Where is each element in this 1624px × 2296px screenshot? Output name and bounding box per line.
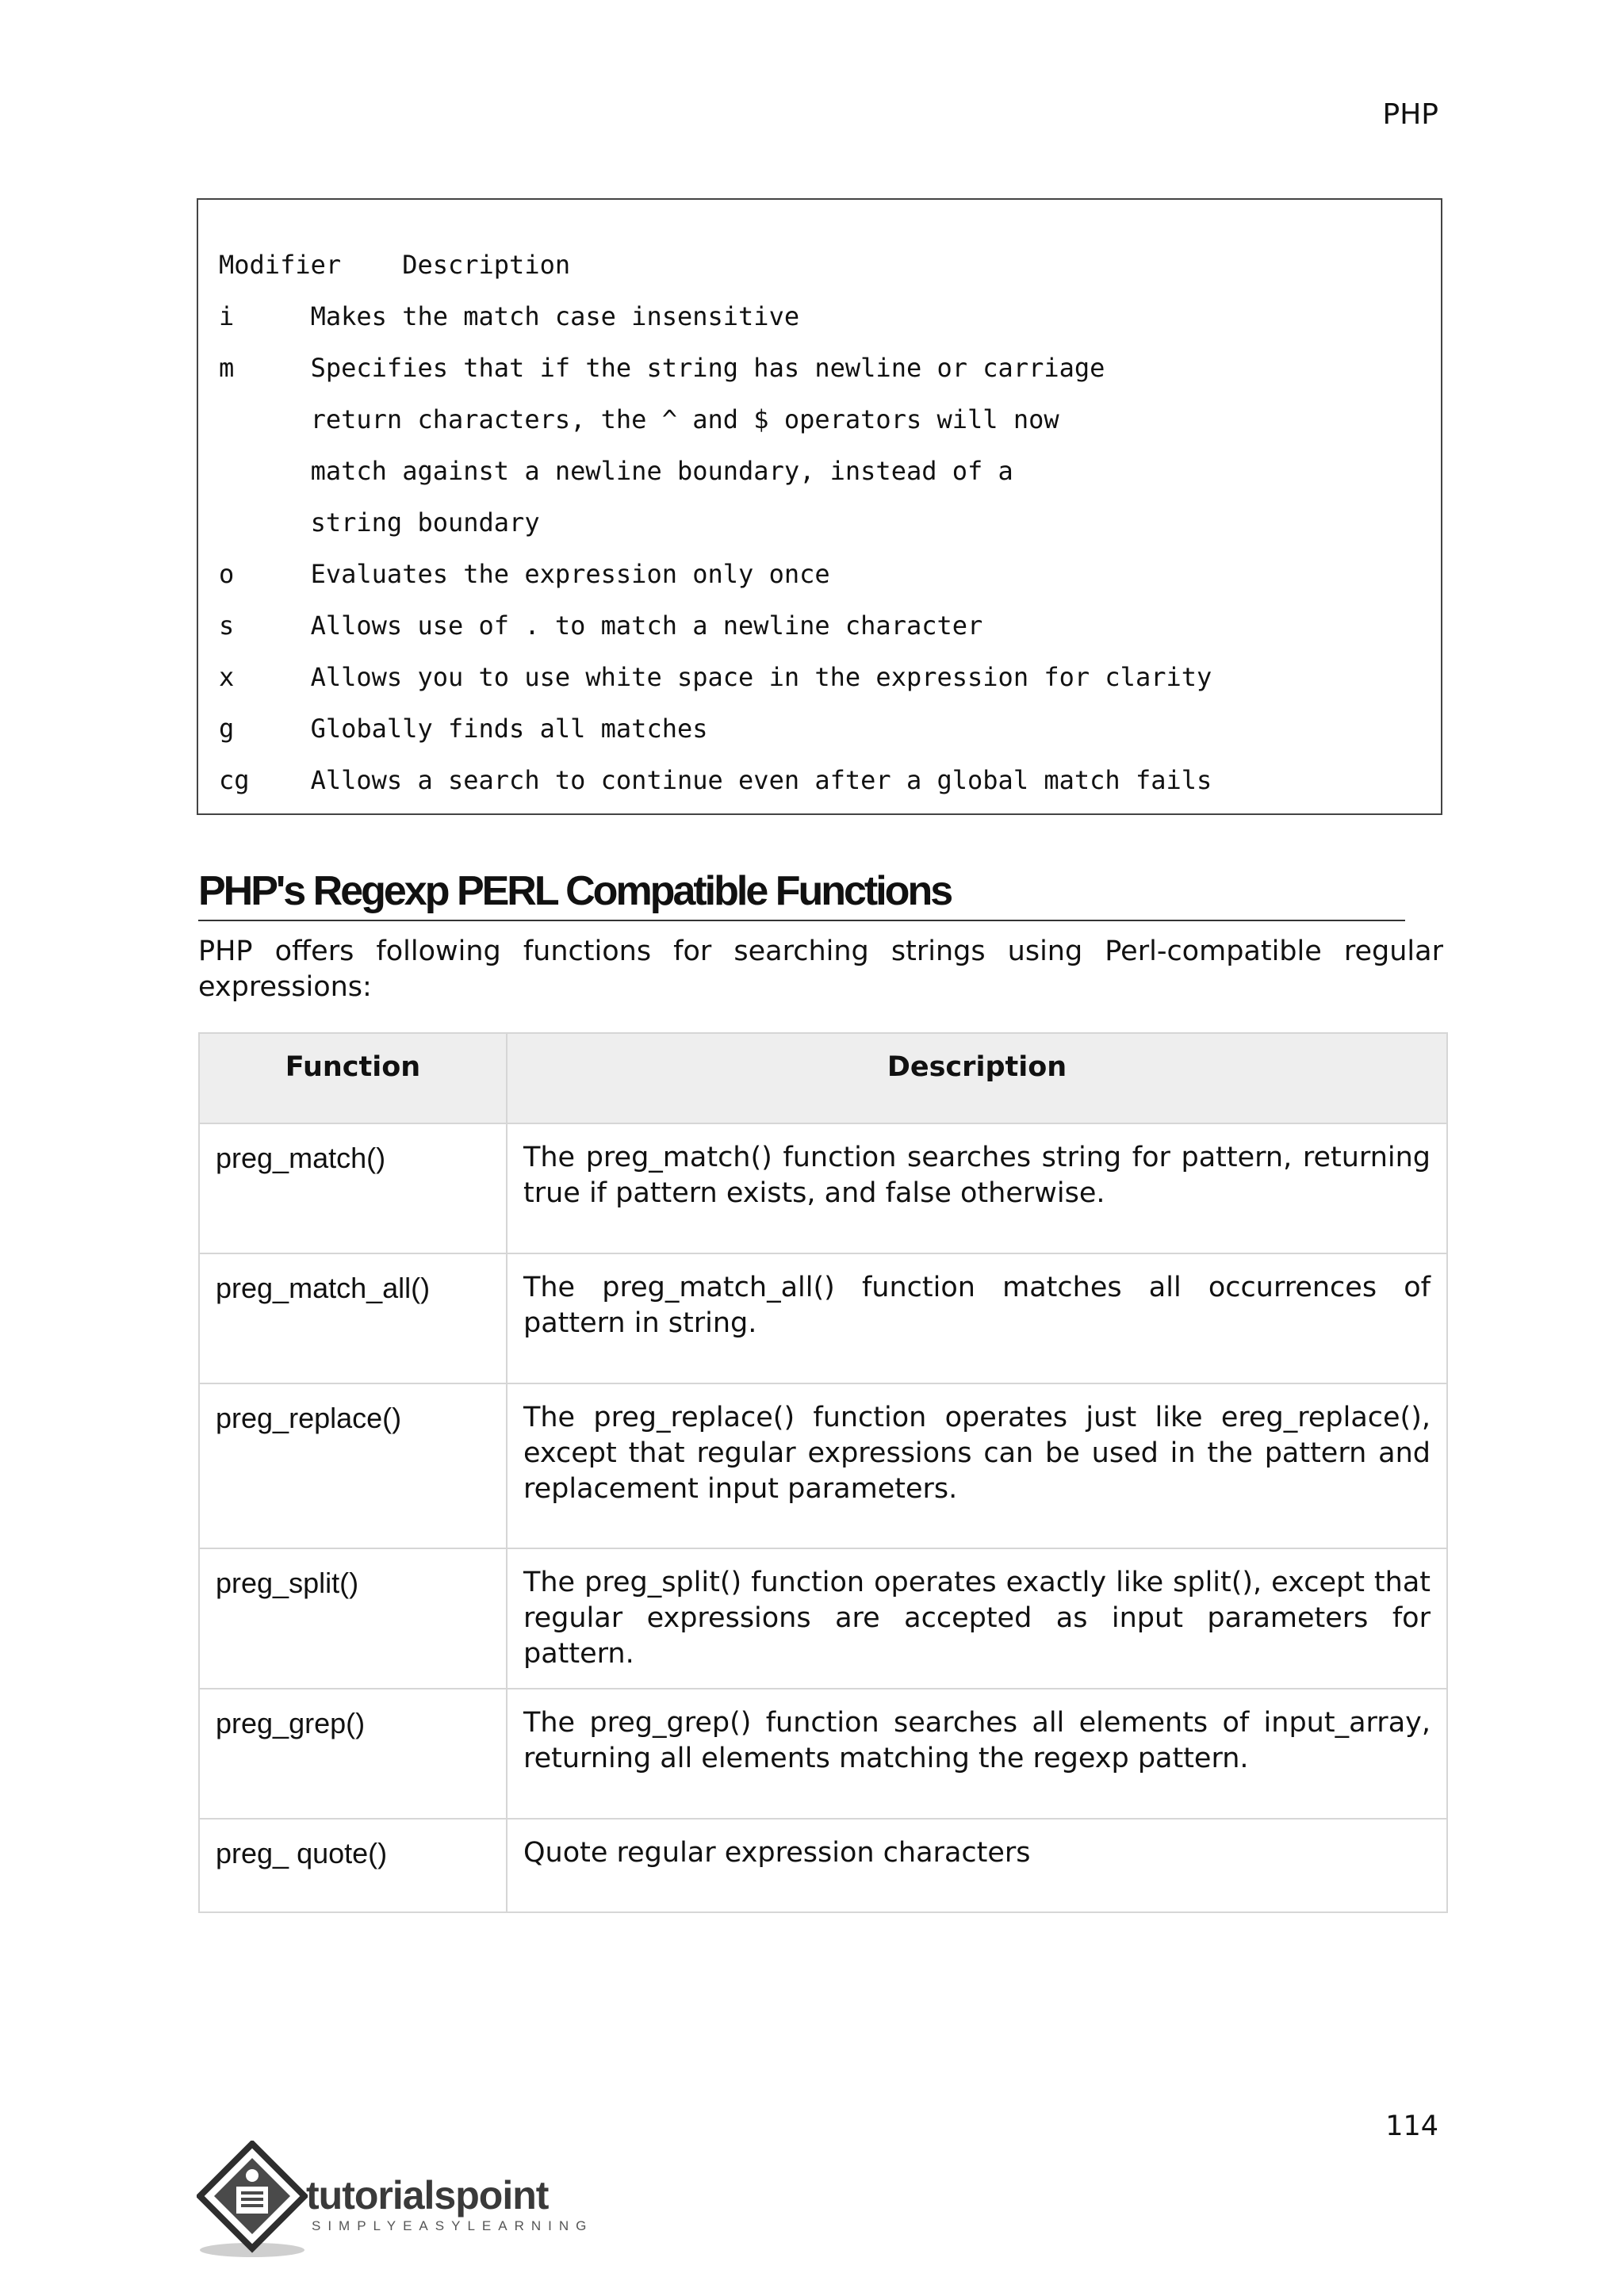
table-row (199, 1383, 1447, 1548)
function-name-cell: preg_match_all() (199, 1253, 507, 1383)
functions-table (198, 1032, 1448, 1913)
section-heading: PHP's Regexp PERL Compatible Functions (198, 866, 1405, 921)
table-row (199, 1253, 1447, 1383)
function-description-cell: The preg_match_all() function matches all occurrences of pattern in string. (507, 1253, 1447, 1383)
code-line: x Allows you to use white space in the expression for clarity (219, 662, 1212, 692)
code-line: Modifier Description (219, 250, 571, 280)
logo-tagline: SIMPLYEASYLEARNING (312, 2218, 594, 2233)
table-row (199, 1819, 1447, 1912)
code-line: m Specifies that if the string has newline or carriage (219, 353, 1105, 383)
intro-paragraph: PHP offers following functions for searching strings using Perl-compatible regular expressions: (198, 936, 1443, 1003)
table-header-row (199, 1033, 1447, 1123)
function-name-cell: preg_grep() (199, 1689, 507, 1819)
logo-wordmark: tutorialspoint (306, 2173, 549, 2218)
code-line: s Allows use of . to match a newline character (219, 610, 983, 641)
table-row (199, 1689, 1447, 1819)
code-line: g Globally finds all matches (219, 714, 708, 744)
tutorialspoint-logo (197, 2141, 609, 2260)
function-name-cell: preg_split() (199, 1548, 507, 1689)
function-description-cell: The preg_match() function searches string for pattern, returning true if pattern exists, and false otherwise. (507, 1123, 1447, 1253)
logo-diamond-icon (197, 2141, 308, 2260)
code-line: match against a newline boundary, instead of a (219, 456, 1013, 486)
code-line: return characters, the ^ and $ operators will now (219, 404, 1059, 434)
modifier-code-box (197, 198, 1442, 815)
code-line: cg Allows a search to continue even after a global match fails (219, 765, 1212, 795)
function-name-cell: preg_ quote() (199, 1819, 507, 1912)
table-row (199, 1548, 1447, 1689)
function-name-cell: preg_match() (199, 1123, 507, 1253)
function-description-cell: Quote regular expression characters (507, 1819, 1447, 1912)
code-line: o Evaluates the expression only once (219, 559, 830, 589)
page-header-title: PHP (1382, 98, 1438, 131)
table-row (199, 1123, 1447, 1253)
function-name-cell: preg_replace() (199, 1383, 507, 1548)
code-line: string boundary (219, 507, 540, 538)
function-description-cell: The preg_grep() function searches all elements of input_array, returning all elements matching the regexp pattern. (507, 1689, 1447, 1819)
function-description-cell: The preg_split() function operates exactly like split(), except that regular expressions are accepted as input parameters for pattern. (507, 1548, 1447, 1689)
page-number: 114 (1385, 2110, 1438, 2142)
column-header-description: Description (507, 1033, 1447, 1123)
function-description-cell: The preg_replace() function operates just like ereg_replace(), except that regular expressions can be used in the pattern and replacement input parameters. (507, 1383, 1447, 1548)
code-line: i Makes the match case insensitive (219, 301, 800, 331)
column-header-function: Function (199, 1033, 507, 1123)
